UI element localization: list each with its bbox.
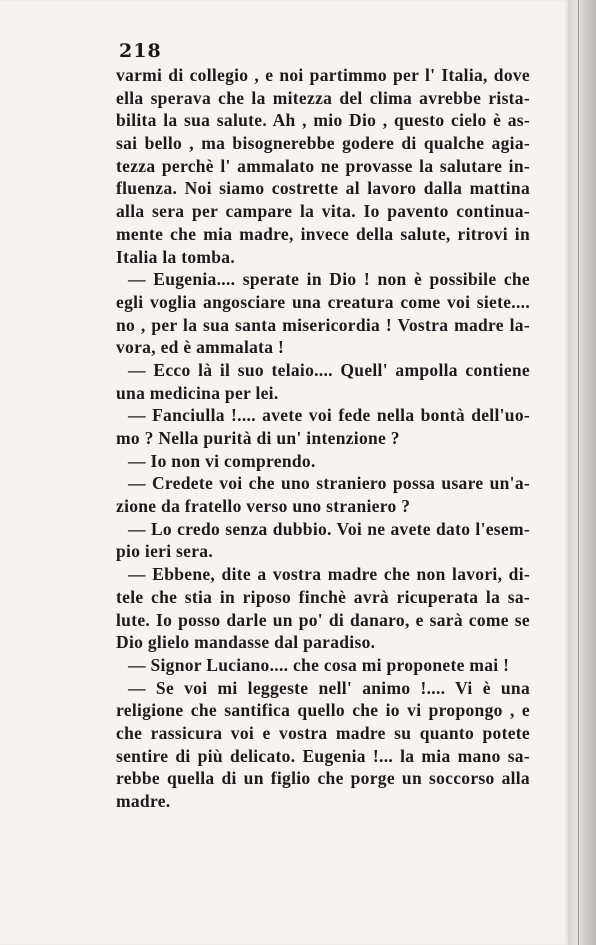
text-line: lute. Io posso darle un po' di danaro, e sarà come se <box>116 609 530 630</box>
book-spine-edge <box>568 0 596 945</box>
text-line: sai bello , ma bisognerebbe godere di qualche agia- <box>116 133 530 154</box>
text-line: mo ? Nella purità di un' intenzione ? <box>116 428 400 448</box>
text-line: che rassicura voi e vostra madre su quanto potete <box>116 722 530 743</box>
text-line: — Signor Luciano.... che cosa mi proponete mai ! <box>128 654 510 675</box>
text-line: egli voglia angosciare una creatura come voi siete.... <box>116 291 530 312</box>
text-line: religione che santifica quello che io vi propongo , e <box>116 700 530 721</box>
text-line: rebbe quella di un figlio che porge un soccorso alla <box>116 768 530 789</box>
text-line: bilita la sua salute. Ah , mio Dio , questo cielo è as- <box>116 110 530 131</box>
text-line: pio ieri sera. <box>116 541 214 562</box>
text-line: sentire di più delicato. Eugenia !... la mia mano sa- <box>116 745 530 766</box>
text-line: — Fanciulla !.... avete voi fede nella bontà dell'uo- <box>128 405 530 426</box>
text-line: tele che stia in riposo finchè avrà ricuperata la sa- <box>116 586 530 607</box>
text-line: mente che mia madre, invece della salute, ritrovi in <box>116 223 530 244</box>
text-line: una medicina per lei. <box>116 382 279 403</box>
text-line: — Lo credo senza dubbio. Voi ne avete dato l'esem- <box>128 518 530 539</box>
text-line: — Se voi mi leggeste nell' animo !.... Vi è una <box>128 677 530 698</box>
text-line: vora, ed è ammalata ! <box>116 337 285 358</box>
text-line: zione da fratello verso uno straniero ? <box>116 496 411 517</box>
text-line: — Io non vi comprendo. <box>128 450 316 471</box>
text-line: no , per la sua santa misericordia ! Vostra madre la- <box>116 314 530 335</box>
text-line: fluenza. Noi siamo costrette al lavoro dalla mattina <box>116 178 530 199</box>
page-gutter-line <box>578 0 579 945</box>
text-line: — Credete voi che uno straniero possa usare un'a- <box>128 473 530 494</box>
text-line: varmi di collegio , e noi partimmo per l' Italia, dove <box>116 65 530 85</box>
text-line: alla sera per campare la vita. Io pavento continua- <box>116 201 530 222</box>
text-line: madre. <box>116 791 171 811</box>
page-number: 218 <box>119 40 162 62</box>
text-line: — Ebbene, dite a vostra madre che non lavori, di- <box>128 564 530 585</box>
text-line: Dio glielo mandasse dal paradiso. <box>116 632 376 653</box>
text-line: tezza perchè l' ammalato ne provasse la salutare in- <box>116 155 530 176</box>
page-text-body <box>116 64 530 813</box>
text-line: Italia la tomba. <box>116 246 236 267</box>
text-line: — Eugenia.... sperate in Dio ! non è possibile che <box>128 269 530 290</box>
text-line: — Ecco là il suo telaio.... Quell' ampolla contiene <box>128 359 530 380</box>
text-line: ella sperava che la mitezza del clima avrebbe rista- <box>116 87 530 108</box>
